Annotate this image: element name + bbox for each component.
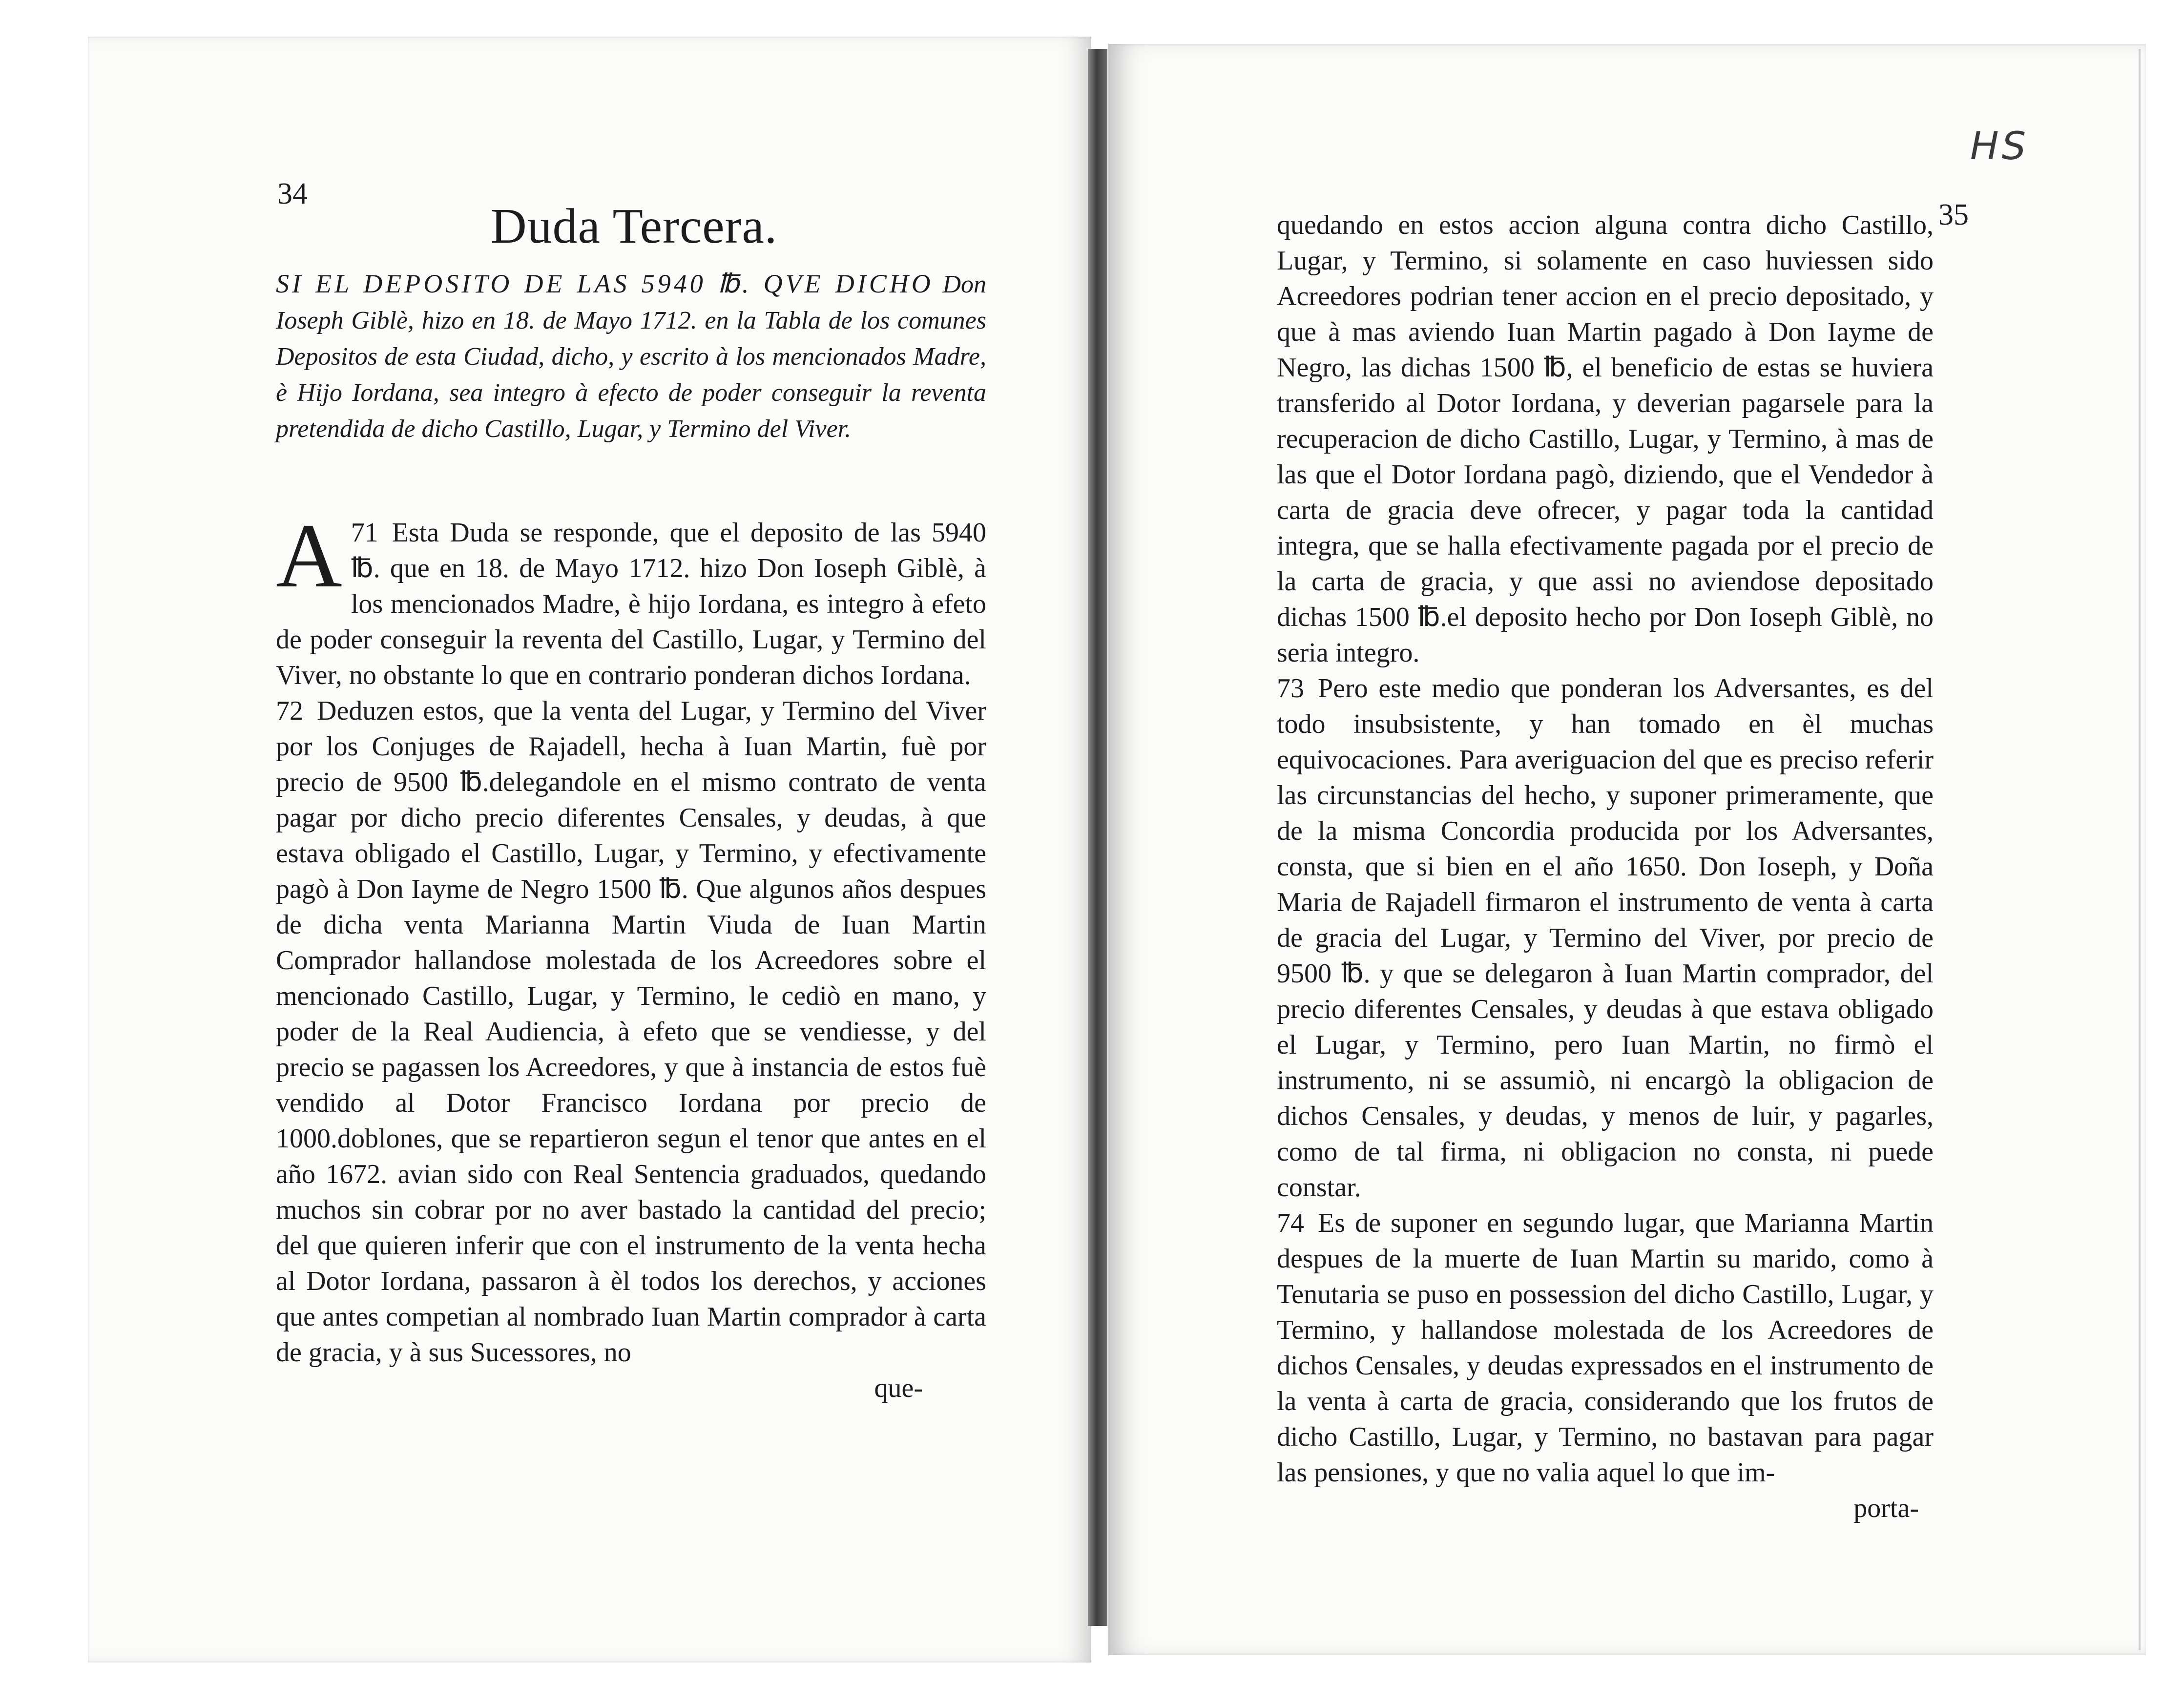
page-edge	[2139, 49, 2141, 1650]
folio-mark: HS	[1970, 125, 2029, 168]
question-text: Don Ioseph Giblè, hizo en 18. de Mayo 1712. en la Tabla de los comunes Depositos de esta Ciudad, dicho, y escrito à los mencionados Madre, è Hijo Iordana, sea integro à efecto de poder conseguir la reventa pretendida de dicho Castillo, Lugar, y Termino del Viver.	[276, 270, 987, 443]
drop-cap: A	[276, 504, 342, 606]
paragraph-number: 74	[1277, 1208, 1304, 1238]
catchword-right: porta-	[1853, 1493, 1919, 1523]
paragraph-72	[276, 693, 986, 1371]
paragraph-text: Deduzen estos, que la venta del Lugar, y Termino del Viver por los Conjuges de Rajadell, hecha à Iuan Martin, fuè por precio de 9500 ℔.delegandole en el mismo contrato de venta pagar por dicho precio diferentes Censales, y deudas, à que estava obligado el Castillo, Lugar, y Termino, y efectivamente pagò à Don Iayme de Negro 1500 ℔. Que algunos años despues de dicha venta Marianna Martin Viuda de Iuan Martin Comprador hallandose molestada de los Acreedores sobre el mencionado Castillo, Lugar, y Termino, le cediò en mano, y poder de la Real Audiencia, à efeto que se vendiesse, y del precio se pagassen los Acreedores, y que à instancia de estos fuè vendido al Dotor Francisco Iordana por precio de 1000.doblones, que se repartieron segun el tenor que antes en el año 1672. avian sido con Real Sentencia graduados, quedando muchos sin cobrar por no aver bastado la cantidad del precio; del que quieren inferir que con el instrumento de la venta hecha al Dotor Iordana, passaron à èl todos los derechos, y acciones que antes competian al nombrado Iuan Martin comprador à carta de gracia, y à sus Sucessores, no	[276, 696, 986, 1368]
paragraph-number: 73	[1277, 673, 1304, 704]
paragraph-number: 71	[351, 518, 378, 548]
paragraph-text: Pero este medio que ponderan los Adversantes, es del todo insubsistente, y han tomado en èl muchas equivocaciones. Para averiguacion del que es preciso referir las circunstancias del hecho, y suponer primeramente, que de la misma Concordia producida por los Adversantes, consta, que si bien en el año 1650. Don Ioseph, y Doña Maria de Rajadell firmaron el instrumento de venta à carta de gracia del Lugar, y Termino del Viver, por precio de 9500 ℔. y que se delegaron à Iuan Martin comprador, del precio diferentes Censales, y deudas à que estava obligado el Lugar, y Termino, pero Iuan Martin, no firmò el instrumento, ni se assumiò, ni encargò la obligacion de dichos Censales, y deudas, y menos de luir, y pagarles, como de tal firma, ni obligacion no consta, ni puede constar.	[1277, 673, 1934, 1203]
catchword-left: que-	[874, 1373, 923, 1403]
page-number-right: 35	[1938, 198, 1969, 231]
book-gutter	[1088, 49, 1107, 1626]
paragraph-text: Es de suponer en segundo lugar, que Marianna Martin despues de la muerte de Iuan Martin su marido, como à Tenutaria se puso en possession del dicho Castillo, Lugar, y Termino, y hallandose molestada de los Acreedores de dichos Censales, y deudas expressados en el instrumento de la venta à carta de gracia, considerando que los frutos de dicho Castillo, Lugar, y Termino, no bastavan para pagar las pensiones, y que no valia aquel lo que im-	[1277, 1208, 1934, 1488]
continuation-text: quedando en estos accion alguna contra dicho Castillo, Lugar, y Termino, si solamente en caso huviessen sido Acreedores podrian tener accion en el precio depositado, y que à mas aviendo Iuan Martin pagado à Don Iayme de Negro, las dichas 1500 ℔, el beneficio de estas se huviera transferido al Dotor Iordana, y deverian pagarsele para la recuperacion de dicho Castillo, Lugar, y Termino, à mas de las que el Dotor Iordana pagò, diziendo, que el Vendedor à carta de gracia deve ofrecer, y pagar toda la cantidad integra, que se halla efectivamente pagada por el precio de la carta de gracia, y que assi no aviendose depositado dichas 1500 ℔.el deposito hecho por Don Ioseph Giblè, no seria integro.	[1277, 210, 1934, 668]
paragraph-number: 72	[276, 696, 303, 726]
page-number-left: 34	[277, 177, 308, 210]
right-body	[1277, 208, 1934, 1526]
question-caps: SI EL DEPOSITO DE LAS 5940 ℔. QVE DICHO	[276, 269, 934, 298]
paragraph-71	[276, 504, 986, 693]
paragraph-text: Esta Duda se responde, que el deposito de las 5940 ℔. que en 18. de Mayo 1712. hizo Don Ioseph Giblè, à los mencionados Madre, è hijo Iordana, es integro à efeto de poder conseguir la reventa del Castillo, Lugar, y Termino del Viver, no obstante lo que en contrario ponderan dichos Iordana.	[276, 518, 986, 690]
paragraph-73	[1277, 671, 1934, 1206]
chapter-heading: Duda Tercera.	[491, 199, 778, 254]
question-block	[276, 266, 986, 447]
paragraph-74	[1277, 1206, 1934, 1491]
left-body	[276, 504, 986, 1406]
